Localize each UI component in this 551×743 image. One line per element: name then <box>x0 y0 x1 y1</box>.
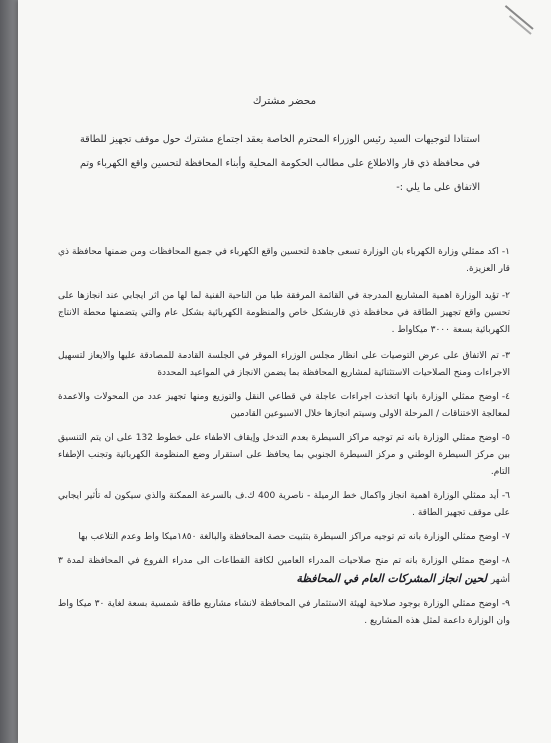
agreement-item <box>58 430 510 481</box>
agreement-item <box>58 348 510 382</box>
item-text: أيد ممثلي الوزارة اهمية انجاز واكمال خط الرميلة - ناصرية 400 ك.ف بالسرعة الممكنة والذي سيكون له تأثير ايجابي على موقف تجهيز الطاقة . <box>58 491 510 518</box>
item-number: ٢- <box>501 291 510 301</box>
item-text: تؤيد الوزارة اهمية المشاريع المدرجة في القائمة المرفقة طبا من الناحية الفنية لما لها من اثر ايجابي عند انجازها على تحسين واقع تجهيز الطاقة في محافظة ذي قاربشكل خاص والمنظومة الكهربائية بشكل عام والتي يتضمنها محطة الانتاج الكهربائية بسعة ٣٠٠٠ ميكاواط . <box>58 291 510 335</box>
item-number: ٧- <box>501 532 510 542</box>
item-text: اوضح ممثلي الوزارة بانها اتخذت اجراءات عاجلة في قطاعي النقل والتوزيع ومنها تجهيز عدد من المحولات والاعمدة لمعالجة الاختناقات / المرحلة الاولى وسيتم انجازها خلال الاسبوعين القادمين <box>58 392 510 419</box>
handwritten-note: لحين انجاز المشركات العام في المحافظة <box>296 572 487 585</box>
agreement-item <box>58 488 510 522</box>
agreement-item <box>58 288 510 339</box>
agreement-items <box>58 244 510 630</box>
item-text: اوضح ممثلي الوزارة بانه تم توجيه مراكز السيطرة بتثبيت حصة المحافظة والبالغة ١٨٥٠ميكا واط وعدم التلاعب بها <box>78 532 499 542</box>
item-text: اوضح ممثلي الوزارة بانه تم منح صلاحيات المدراء العامين لكافة القطاعات الى مدراء الفروع في المحافظة لمدة ٣ أشهر <box>58 556 510 585</box>
item-text: اوضح ممثلي الوزارة بانه تم توجيه مراكز السيطرة بعدم التدخل وإيقاف الاطفاء على خطوط 132 على ان يتم التنسيق بين مركز السيطرة الوطني و مركز السيطرة الجنوبي بما يحافظ على استقرار وضع المنظومة الكهربائية وتجنب الإطفاء التام. <box>58 433 510 477</box>
item-number: ٤- <box>501 392 510 402</box>
item-text: اوضح ممثلي الوزارة بوجود صلاحية لهيئة الاستثمار في المحافظة لانشاء مشاريع طاقة شمسية بسعة لغاية ٣٠ ميكا واط وان الوزارة داعمة لمثل هذه المشاريع . <box>58 599 510 626</box>
item-text: اكد ممثلي وزارة الكهرباء بان الوزارة تسعى جاهدة لتحسين واقع الكهرباء في جميع المحافظات ومن ضمنها محافظة ذي قار العزيزة. <box>58 247 510 274</box>
agreement-item <box>58 244 510 278</box>
item-number: ٣- <box>501 351 510 361</box>
item-number: ٩- <box>501 599 510 609</box>
agreement-item <box>58 529 510 546</box>
item-number: ١- <box>501 247 510 257</box>
document-intro: استنادا لتوجيهات السيد رئيس الوزراء المحترم الخاصة بعقد اجتماع مشترك حول موقف تجهيز للطاقة في محافظة ذي قار والاطلاع على مطالب الحكومة المحلية وأبناء المحافظة لتحسين واقع الكهرباء وتم الاتفاق على ما يلي :- <box>80 134 480 193</box>
document-page <box>18 0 551 743</box>
item-number: ٥- <box>501 433 510 443</box>
document-title: محضر مشترك <box>252 95 317 107</box>
item-number: ٦- <box>501 491 510 501</box>
agreement-item <box>58 596 510 630</box>
agreement-item <box>58 553 510 589</box>
item-number: ٨- <box>501 556 510 566</box>
item-text: تم الاتفاق على عرض التوصيات على انظار مجلس الوزراء الموقر في الجلسة القادمة للمصادقة عليها والايعاز لتسهيل الاجراءات ومنح الصلاحيات الاستثنائية لمشاريع المحافظة بما يضمن الانجاز في المواعيد المحددة <box>58 351 510 378</box>
agreement-item <box>58 389 510 423</box>
